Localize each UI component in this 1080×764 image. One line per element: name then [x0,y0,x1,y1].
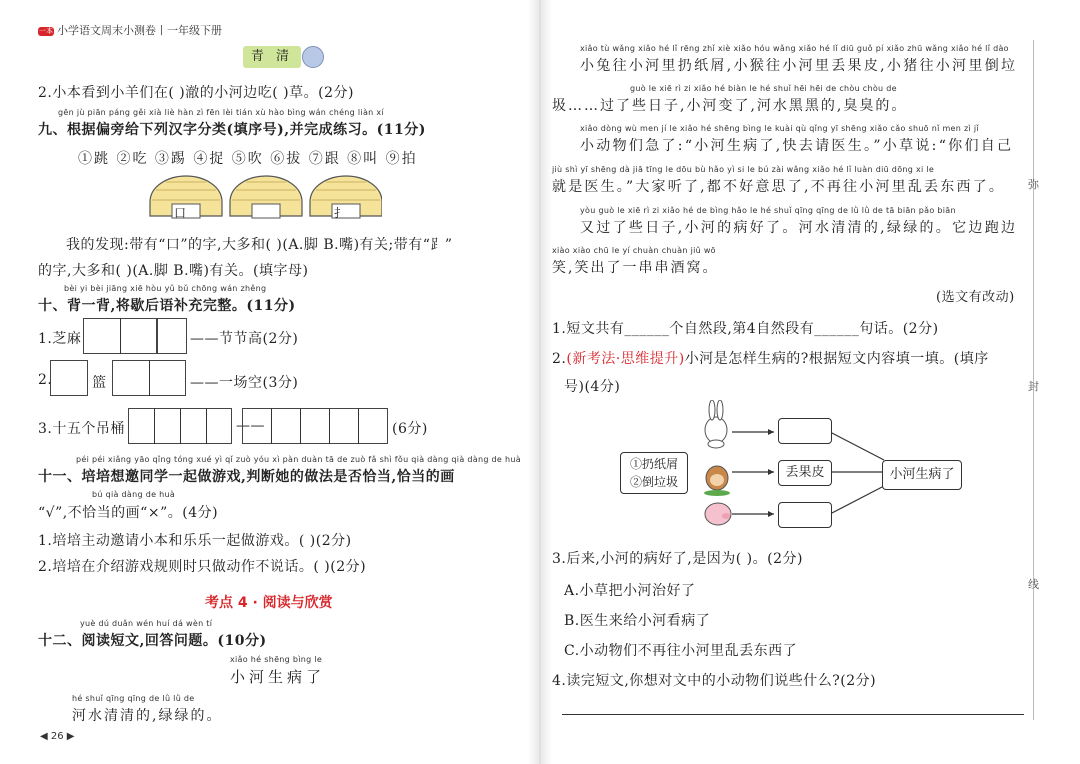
choice-b: B.医生来给小河看病了 [564,613,711,629]
clock-icon [302,46,324,68]
pinyin-title: xiǎo hé shēng bìng le [230,655,323,664]
answer-box-1[interactable] [778,418,832,444]
header-title: 小学语文周末小测卷丨一年级下册 [57,24,222,37]
pinyin-10: bèi yi bèi jiāng xiē hòu yǔ bǔ chōng wán zhěng [64,284,267,293]
question-r2-tail: 号)(4分) [564,379,621,395]
section-11-title: 十一、培培想邀同学一起做游戏,判断她的做法是否恰当,恰当的画 [38,469,455,485]
answer-box-3[interactable] [778,502,832,528]
question-r4: 4.读完短文,你想对文中的小动物们说些什么?(2分) [552,673,877,689]
answer-box-2: 丢果皮 [778,460,832,486]
s10-item-1-label: 1.芝麻 [38,331,82,347]
passage-line-r5: 又过了些日子,小河的病好了。河水清清的,绿绿的。它边跑边 [580,220,1018,236]
running-header [38,22,222,38]
hut-middle-icon [230,176,302,218]
hut-label-hand: 扌 [334,206,347,220]
pinyin-9: gēn jù piān páng gěi xià liè hàn zì fēn lèi tián xù hào bìng wán chéng liàn xí [58,108,384,117]
page-number: ◀ 26 ▶ [40,731,75,742]
source-note: (选文有改动) [936,290,1015,305]
s10-item-3-mid: —— [236,418,265,434]
passage-title: 小河生病了 [230,668,326,686]
pinyin-r5: yòu guò le xiē rì zi xiǎo hé de bìng hǎo le hé shuǐ qīng qīng de lǜ lǜ de tā biān pǎo biān [580,206,956,215]
brand-logo: 一本 [39,26,53,35]
seal-char-2: 封 [1028,380,1039,393]
section-11-title-2: “√”,不恰当的画“×”。(4分) [38,505,219,521]
tianzige-box[interactable] [242,408,388,444]
passage-paragraph-1: 河水清清的,绿绿的。 [72,708,223,724]
discovery-line-2: 的字,大多和( )(A.脚 B.嘴)有关。(填字母) [38,263,309,279]
result-box: 小河生病了 [882,460,962,490]
s10-item-2-tail: ——一场空(3分) [190,375,299,391]
s10-item-1-tail: ——节节高(2分) [190,331,299,347]
discovery-line-1: 我的发现:带有“口”的字,大多和( )(A.脚 B.嘴)有关;带有“⻊” [66,237,453,253]
seal-char-3: 线 [1028,578,1039,591]
passage-line-r4: 就是医生。”大家听了,都不好意思了,不再往小河里乱丢东西了。 [552,179,1006,195]
passage-line-r3: 小动物们急了:“小河生病了,快去请医生。”小草说:“你们自己 [580,138,1014,154]
pinyin-r4: jiù shì yī shēng dà jiā tīng le dōu bù hǎo yì si le bú zài wǎng xiǎo hé lǐ luàn diū dōng xi le [552,165,935,174]
pinyin-p1: hé shuǐ qīng qīng de lǜ lǜ de [72,694,195,703]
section-4-heading: 考点 4 · 阅读与欣赏 [205,595,333,611]
right-page [540,0,1080,764]
seal-char-1: 弥 [1028,178,1039,191]
s10-item-3-tail: (6分) [392,421,428,437]
pinyin-r6: xiào xiào chū le yí chuàn chuàn jiǔ wō [552,246,716,255]
question-r3: 3.后来,小河的病好了,是因为( )。(2分) [552,551,803,567]
section-12-title: 十二、阅读短文,回答问题。(10分) [38,633,267,649]
option-box: ①扔纸屑 ②倒垃圾 [620,452,688,494]
question-r1: 1.短文共有______个自然段,第4自然段有______句话。(2分) [552,321,939,337]
pinyin-r1: xiǎo tù wǎng xiǎo hé lǐ rēng zhǐ xiè xiǎo hóu wǎng xiǎo hé lǐ diū guǒ pí xiǎo zhū wǎng xiǎo hé lǐ dào [580,44,1009,53]
question-r2: 2.(新考法·思维提升)小河是怎样生病的?根据短文内容填一填。(填序 [552,351,989,367]
tianzige-box[interactable] [157,318,187,354]
section-9-options: ①跳 ②吃 ③踢 ④捉 ⑤吹 ⑥拔 ⑦跟 ⑧叫 ⑨拍 [78,151,418,167]
s10-item-2-mid: 篮 [92,375,107,391]
choice-c: C.小动物们不再往小河里乱丢东西了 [564,643,798,659]
monkey-icon [704,466,730,496]
hut-label-mouth: 口 [174,206,187,220]
pinyin-r2: guò le xiē rì zi xiǎo hé biàn le hé shuǐ hēi hēi de chòu chòu de [630,84,897,93]
pinyin-11b: bú qià dàng de huà [92,490,176,499]
qingqing-banner: 青 清 [243,46,301,68]
s11-item-2: 2.培培在介绍游戏规则时只做动作不说话。( )(2分) [38,559,367,575]
new-method-tag: (新考法·思维提升) [566,351,685,367]
s10-item-2-label: 2. [38,372,53,388]
section-10-title: 十、背一背,将歇后语补充完整。(11分) [38,298,296,314]
tianzige-box[interactable] [50,360,88,396]
s10-item-3-label: 3.十五个吊桶 [38,421,125,437]
rabbit-icon [705,400,727,448]
passage-line-r6: 笑,笑出了一串串酒窝。 [552,260,719,276]
passage-line-r1: 小兔往小河里扔纸屑,小猴往小河里丢果皮,小猪往小河里倒垃 [580,58,1018,74]
s11-item-1: 1.培培主动邀请小本和乐乐一起做游戏。( )(2分) [38,533,352,549]
pinyin-12: yuè dú duǎn wén huí dá wèn tí [80,619,213,628]
pinyin-r3: xiǎo dòng wù men jí le xiǎo hé shēng bìng le kuài qù qǐng yī shēng xiǎo cǎo shuō nǐ men zì jǐ [580,124,979,133]
choice-a: A.小草把小河治好了 [564,583,696,599]
question-2: 2.小本看到小羊们在( )澈的小河边吃( )草。(2分) [38,85,354,101]
pig-icon [705,503,731,525]
section-9-title: 九、根据偏旁给下列汉字分类(填序号),并完成练习。(11分) [38,122,426,138]
answer-line[interactable] [562,714,1024,715]
pinyin-11: péi péi xiǎng yāo qǐng tóng xué yì qǐ zuò yóu xì pàn duàn tā de zuò fǎ shì fǒu qià dàng qià dàng de huà [76,455,521,464]
passage-line-r2: 圾……过了些日子,小河变了,河水黑黑的,臭臭的。 [552,98,908,114]
